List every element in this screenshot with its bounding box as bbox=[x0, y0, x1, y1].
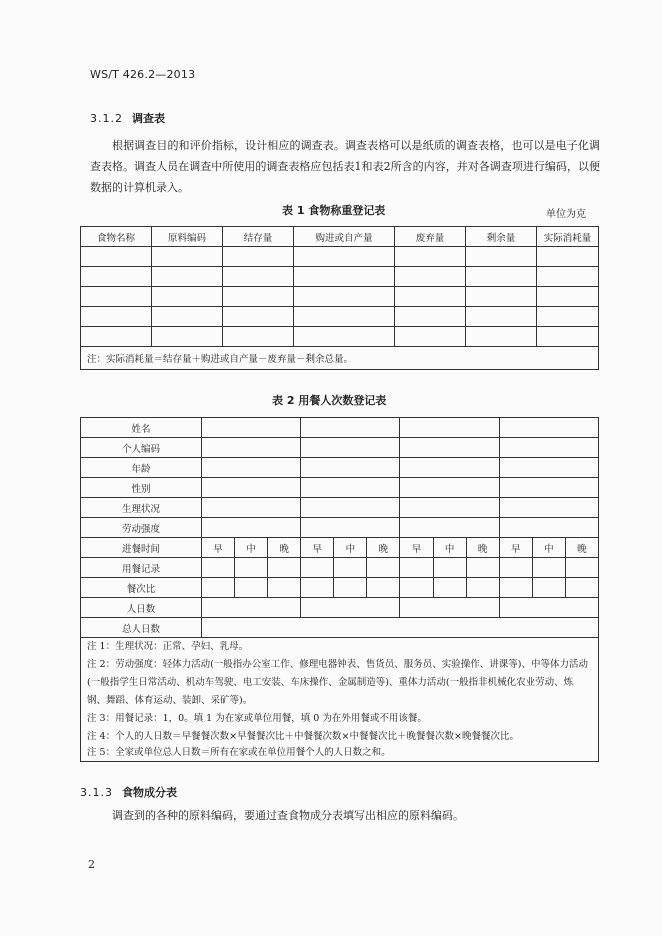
table-row bbox=[81, 558, 599, 578]
table-cell bbox=[294, 327, 395, 347]
row-label: 劳动强度 bbox=[81, 518, 202, 538]
note-1: 注 1：生理状况：正常、孕妇、乳母。 bbox=[87, 641, 249, 652]
table-cell bbox=[466, 558, 499, 578]
table-row bbox=[81, 538, 599, 558]
table-cell bbox=[301, 578, 334, 598]
table-cell bbox=[466, 578, 499, 598]
row-label: 性别 bbox=[81, 478, 202, 498]
column-header: 剩余量 bbox=[466, 227, 537, 247]
table-cell bbox=[223, 307, 294, 327]
table-header-row bbox=[81, 227, 599, 247]
table-2-caption: 表 2 用餐人次数登记表 bbox=[272, 394, 387, 407]
table-cell bbox=[81, 327, 152, 347]
row-label: 姓名 bbox=[81, 418, 202, 438]
table-row bbox=[81, 267, 599, 287]
total-cell bbox=[202, 618, 599, 638]
row-label: 餐次比 bbox=[81, 578, 202, 598]
person-cell bbox=[499, 418, 598, 438]
table-row bbox=[81, 287, 599, 307]
column-header: 废弃量 bbox=[395, 227, 466, 247]
table-row bbox=[81, 307, 599, 327]
table-row bbox=[81, 618, 599, 638]
meal-cell: 早 bbox=[400, 538, 433, 558]
column-header: 实际消耗量 bbox=[537, 227, 599, 247]
table-cell bbox=[499, 578, 532, 598]
row-label: 总人日数 bbox=[81, 618, 202, 638]
person-cell bbox=[499, 498, 598, 518]
table-cell bbox=[301, 558, 334, 578]
person-cell bbox=[499, 438, 598, 458]
person-cell bbox=[400, 438, 499, 458]
table-cell bbox=[202, 578, 235, 598]
table-cell bbox=[81, 267, 152, 287]
column-header: 食物名称 bbox=[81, 227, 152, 247]
row-label: 个人编码 bbox=[81, 438, 202, 458]
person-cell bbox=[499, 478, 598, 498]
table-cell bbox=[152, 287, 223, 307]
table-cell bbox=[367, 558, 400, 578]
table-cell bbox=[294, 307, 395, 327]
table-row bbox=[81, 518, 599, 538]
table-cell bbox=[537, 247, 599, 267]
meal-cell: 中 bbox=[532, 538, 565, 558]
person-cell bbox=[301, 458, 400, 478]
table-cell bbox=[466, 247, 537, 267]
table-cell bbox=[395, 247, 466, 267]
table-1-caption: 表 1 食物称重登记表 bbox=[282, 204, 386, 217]
table-cell bbox=[294, 267, 395, 287]
person-cell bbox=[301, 418, 400, 438]
table-cell bbox=[223, 267, 294, 287]
person-cell bbox=[400, 518, 499, 538]
meal-cell: 中 bbox=[235, 538, 268, 558]
person-cell bbox=[202, 418, 301, 438]
section-title: 调查表 bbox=[132, 112, 165, 125]
table-cell bbox=[433, 578, 466, 598]
table-cell bbox=[223, 327, 294, 347]
person-cell bbox=[202, 478, 301, 498]
note-4: 注 4：个人的人日数＝早餐餐次数×早餐餐次比＋中餐餐次数×中餐餐次比＋晚餐餐次数×晚餐餐次比。 bbox=[87, 731, 519, 742]
person-cell bbox=[301, 498, 400, 518]
person-cell bbox=[202, 518, 301, 538]
table-row bbox=[81, 438, 599, 458]
page-number: 2 bbox=[88, 858, 95, 871]
table-row bbox=[81, 498, 599, 518]
table-cell bbox=[81, 307, 152, 327]
paragraph-survey-tables: 根据调查目的和评价指标，设计相应的调查表。调查表格可以是纸质的调查表格，也可以是电子化调查表格。调查人员在调查中所使用的调查表格应包括表1和表2所含的内容，并对各调查项进行编码，以便数据的计算机录入。 bbox=[90, 139, 600, 194]
table-cell bbox=[532, 578, 565, 598]
row-label: 用餐记录 bbox=[81, 558, 202, 578]
table-1-unit: 单位为克 bbox=[546, 209, 586, 220]
table-cell bbox=[433, 558, 466, 578]
table-cell bbox=[81, 247, 152, 267]
person-cell bbox=[202, 458, 301, 478]
section-heading-3-1-3 bbox=[80, 784, 177, 800]
table-cell bbox=[268, 558, 301, 578]
table-cell bbox=[367, 578, 400, 598]
meal-cell: 早 bbox=[202, 538, 235, 558]
note-3: 注 3：用餐记录：1，0。填 1 为在家或单位用餐，填 0 为在外用餐或不用该餐。 bbox=[87, 713, 427, 724]
table-cell bbox=[334, 578, 367, 598]
person-cell bbox=[499, 458, 598, 478]
table-cell bbox=[235, 578, 268, 598]
table-cell bbox=[294, 287, 395, 307]
person-cell bbox=[301, 478, 400, 498]
table-cell bbox=[537, 267, 599, 287]
table-cell bbox=[395, 267, 466, 287]
table-cell bbox=[466, 307, 537, 327]
table-row bbox=[81, 458, 599, 478]
person-cell bbox=[400, 498, 499, 518]
row-label: 生理状况 bbox=[81, 498, 202, 518]
food-weighing-table bbox=[80, 226, 599, 370]
table-2-notes bbox=[80, 636, 599, 762]
table-cell bbox=[223, 287, 294, 307]
table-cell bbox=[532, 558, 565, 578]
meal-cell: 中 bbox=[433, 538, 466, 558]
section-number: 3.1.3 bbox=[80, 786, 113, 799]
meal-cell: 晚 bbox=[466, 538, 499, 558]
table-row bbox=[81, 418, 599, 438]
meal-cell: 晚 bbox=[367, 538, 400, 558]
column-header: 购进或自产量 bbox=[294, 227, 395, 247]
table-cell bbox=[152, 307, 223, 327]
meal-cell: 晚 bbox=[268, 538, 301, 558]
table-cell bbox=[537, 287, 599, 307]
table-cell bbox=[223, 247, 294, 267]
table-cell bbox=[565, 558, 598, 578]
meal-cell: 早 bbox=[499, 538, 532, 558]
person-cell bbox=[400, 478, 499, 498]
table-row bbox=[81, 578, 599, 598]
person-cell bbox=[301, 518, 400, 538]
note-2: 注 2：劳动强度：轻体力活动(一般指办公室工作、修理电器钟表、售货员、服务员、实验操作、讲课等)、中等体力活动(一般指学生日常活动、机动车驾驶、电工安装、车床操作、金属制造等)、重体力活动(一般指非机械化农业劳动、炼钢、舞蹈、体育运动、装卸、采矿等)。 bbox=[87, 659, 588, 706]
row-label: 进餐时间 bbox=[81, 538, 202, 558]
person-cell bbox=[301, 438, 400, 458]
table-cell bbox=[152, 267, 223, 287]
person-cell bbox=[202, 438, 301, 458]
table-row bbox=[81, 598, 599, 618]
column-header: 原料编码 bbox=[152, 227, 223, 247]
table-cell bbox=[400, 578, 433, 598]
table-cell bbox=[466, 327, 537, 347]
table-cell bbox=[268, 578, 301, 598]
person-cell bbox=[202, 598, 301, 618]
meal-cell: 中 bbox=[334, 538, 367, 558]
meal-cell: 早 bbox=[301, 538, 334, 558]
meal-cell: 晚 bbox=[565, 538, 598, 558]
column-header: 结存量 bbox=[223, 227, 294, 247]
table-cell bbox=[202, 558, 235, 578]
section-number: 3.1.2 bbox=[90, 112, 123, 125]
person-cell bbox=[499, 598, 598, 618]
note-5: 注 5：全家或单位总人日数＝所有在家或在单位用餐个人的人日数之和。 bbox=[87, 747, 391, 758]
table-cell bbox=[395, 327, 466, 347]
person-cell bbox=[202, 498, 301, 518]
row-label: 人日数 bbox=[81, 598, 202, 618]
table-cell bbox=[235, 558, 268, 578]
table-cell bbox=[152, 247, 223, 267]
table-cell bbox=[395, 307, 466, 327]
table-cell bbox=[466, 267, 537, 287]
table-cell bbox=[81, 287, 152, 307]
table-cell bbox=[400, 558, 433, 578]
table-cell bbox=[334, 558, 367, 578]
section-title: 食物成分表 bbox=[122, 786, 177, 799]
table-cell bbox=[395, 287, 466, 307]
table-cell bbox=[294, 247, 395, 267]
row-label: 年龄 bbox=[81, 458, 202, 478]
table-row bbox=[81, 478, 599, 498]
person-cell bbox=[400, 418, 499, 438]
person-cell bbox=[301, 598, 400, 618]
meal-attendance-table bbox=[80, 417, 599, 638]
table-cell bbox=[537, 327, 599, 347]
person-cell bbox=[400, 458, 499, 478]
paragraph-food-composition: 调查到的各种的原料编码，要通过查食物成分表填写出相应的原料编码。 bbox=[112, 809, 464, 822]
section-heading-3-1-2 bbox=[90, 110, 165, 126]
table-cell bbox=[499, 558, 532, 578]
table-cell bbox=[152, 327, 223, 347]
table-row bbox=[81, 327, 599, 347]
table-cell bbox=[565, 578, 598, 598]
table-row bbox=[81, 247, 599, 267]
table-cell bbox=[466, 287, 537, 307]
person-cell bbox=[499, 518, 598, 538]
table-cell bbox=[537, 307, 599, 327]
table-1-note: 注：实际消耗量＝结存量＋购进或自产量－废弃量－剩余总量。 bbox=[81, 347, 599, 370]
document-id: WS/T 426.2—2013 bbox=[90, 68, 196, 81]
table-note-row bbox=[81, 347, 599, 370]
person-cell bbox=[400, 598, 499, 618]
